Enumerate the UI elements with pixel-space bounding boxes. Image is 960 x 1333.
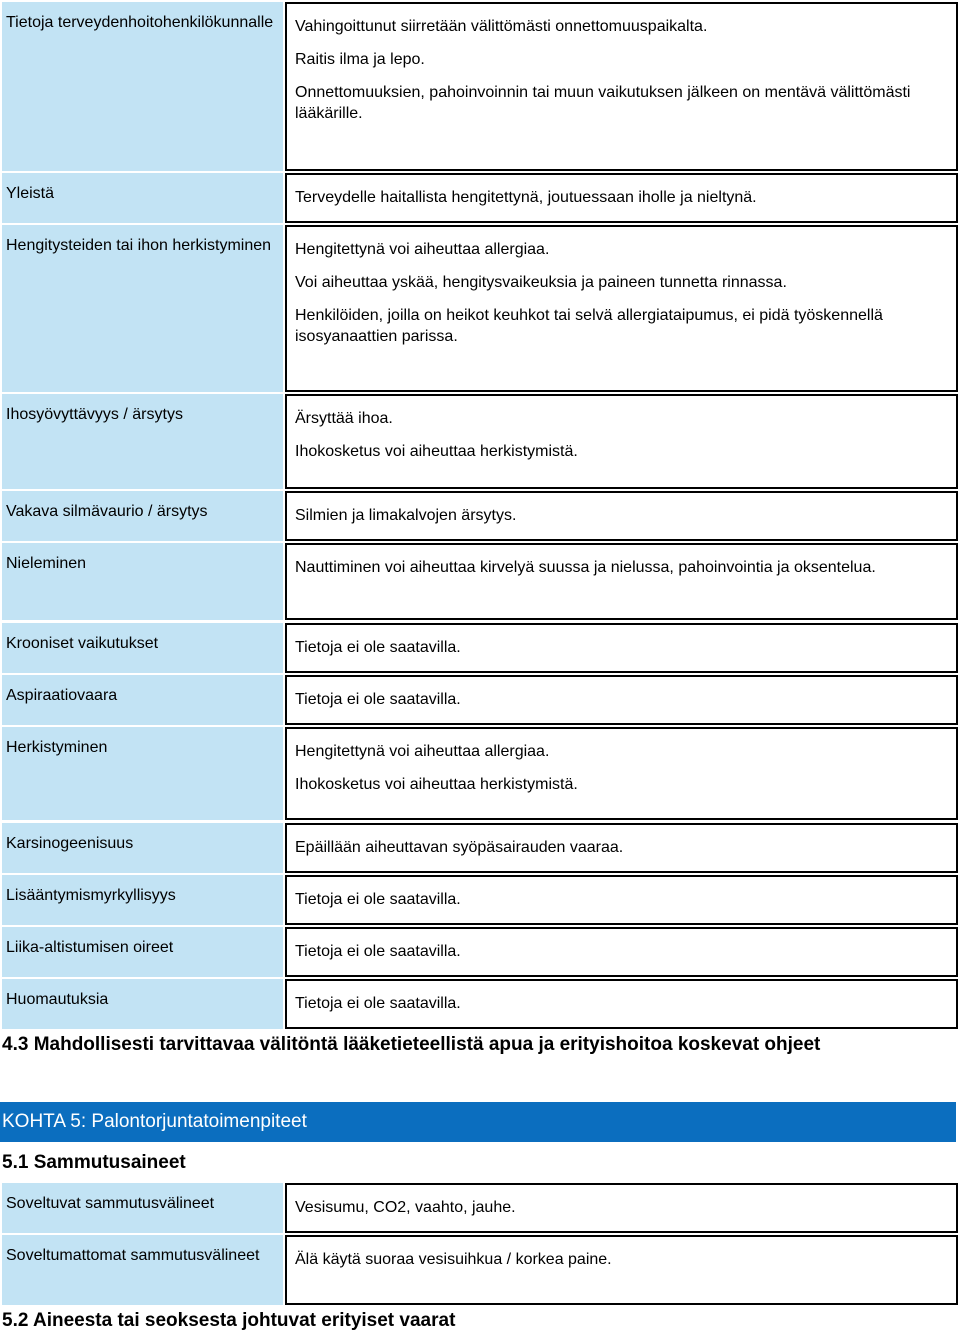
row-label: Huomautuksia bbox=[2, 979, 283, 1029]
row-value bbox=[285, 2, 958, 171]
row-value bbox=[285, 225, 958, 392]
value-line: Hengitettynä voi aiheuttaa allergiaa. bbox=[295, 241, 550, 258]
table-row bbox=[2, 927, 958, 977]
row-value bbox=[285, 543, 958, 620]
row-label: Herkistyminen bbox=[2, 727, 283, 820]
row-label: Soveltumattomat sammutusvälineet bbox=[2, 1235, 283, 1305]
value-line: Ärsyttää ihoa. bbox=[295, 410, 393, 427]
section-5-title: KOHTA 5: Palontorjuntatoimenpiteet bbox=[0, 1102, 956, 1142]
value-line: Tietoja ei ole saatavilla. bbox=[295, 691, 461, 708]
row-value bbox=[285, 979, 958, 1029]
table-row bbox=[2, 491, 958, 541]
table-row bbox=[2, 394, 958, 489]
table-row bbox=[2, 823, 958, 873]
row-label: Vakava silmävaurio / ärsytys bbox=[2, 491, 283, 541]
row-label: Yleistä bbox=[2, 173, 283, 223]
table-row bbox=[2, 225, 958, 392]
value-line: Silmien ja limakalvojen ärsytys. bbox=[295, 507, 517, 524]
heading-4-3: 4.3 Mahdollisesti tarvittavaa välitöntä lääketieteellistä apua ja erityishoitoa koskevat ohjeet bbox=[2, 1034, 821, 1055]
table-row bbox=[2, 2, 958, 171]
row-label: Hengitysteiden tai ihon herkistyminen bbox=[2, 225, 283, 392]
row-value bbox=[285, 675, 958, 725]
row-value bbox=[285, 491, 958, 541]
value-line: Onnettomuuksien, pahoinvoinnin tai muun vaikutuksen jälkeen on mentävä välittömästi lääkärille. bbox=[295, 84, 911, 122]
value-line: Älä käytä suoraa vesisuihkua / korkea paine. bbox=[295, 1251, 612, 1268]
table-row bbox=[2, 1235, 958, 1305]
row-value bbox=[285, 173, 958, 223]
value-line: Epäillään aiheuttavan syöpäsairauden vaaraa. bbox=[295, 839, 624, 856]
value-line: Tietoja ei ole saatavilla. bbox=[295, 891, 461, 908]
row-value bbox=[285, 875, 958, 925]
table-row bbox=[2, 675, 958, 725]
row-label: Liika-altistumisen oireet bbox=[2, 927, 283, 977]
value-line: Raitis ilma ja lepo. bbox=[295, 51, 425, 68]
table-row bbox=[2, 173, 958, 223]
row-label: Karsinogeenisuus bbox=[2, 823, 283, 873]
value-line: Ihokosketus voi aiheuttaa herkistymistä. bbox=[295, 776, 578, 793]
row-label: Aspiraatiovaara bbox=[2, 675, 283, 725]
row-label: Krooniset vaikutukset bbox=[2, 623, 283, 673]
value-line: Vahingoittunut siirretään välittömästi onnettomuuspaikalta. bbox=[295, 18, 708, 35]
row-value bbox=[285, 727, 958, 820]
heading-5-2: 5.2 Aineesta tai seoksesta johtuvat erityiset vaarat bbox=[2, 1310, 456, 1331]
value-line: Ihokosketus voi aiheuttaa herkistymistä. bbox=[295, 443, 578, 460]
value-line: Voi aiheuttaa yskää, hengitysvaikeuksia ja paineen tunnetta rinnassa. bbox=[295, 274, 787, 291]
row-value bbox=[285, 1235, 958, 1305]
row-value bbox=[285, 823, 958, 873]
value-line: Terveydelle haitallista hengitettynä, joutuessaan iholle ja nieltynä. bbox=[295, 189, 757, 206]
table-row bbox=[2, 543, 958, 620]
row-label: Nieleminen bbox=[2, 543, 283, 620]
row-value bbox=[285, 927, 958, 977]
table-row bbox=[2, 875, 958, 925]
row-label: Tietoja terveydenhoitohenkilökunnalle bbox=[2, 2, 283, 171]
table-row bbox=[2, 623, 958, 673]
row-value bbox=[285, 623, 958, 673]
value-line: Tietoja ei ole saatavilla. bbox=[295, 943, 461, 960]
table-row bbox=[2, 1183, 958, 1233]
heading-5-1: 5.1 Sammutusaineet bbox=[2, 1152, 186, 1173]
table-row bbox=[2, 979, 958, 1029]
row-value bbox=[285, 394, 958, 489]
row-label: Lisääntymismyrkyllisyys bbox=[2, 875, 283, 925]
value-line: Tietoja ei ole saatavilla. bbox=[295, 995, 461, 1012]
value-line: Vesisumu, CO2, vaahto, jauhe. bbox=[295, 1199, 516, 1216]
value-line: Tietoja ei ole saatavilla. bbox=[295, 639, 461, 656]
value-line: Hengitettynä voi aiheuttaa allergiaa. bbox=[295, 743, 550, 760]
row-value bbox=[285, 1183, 958, 1233]
table-row bbox=[2, 727, 958, 820]
value-line: Henkilöiden, joilla on heikot keuhkot tai selvä allergiataipumus, ei pidä työskennellä isosyanaattien parissa. bbox=[295, 307, 883, 345]
row-label: Soveltuvat sammutusvälineet bbox=[2, 1183, 283, 1233]
row-label: Ihosyövyttävyys / ärsytys bbox=[2, 394, 283, 489]
value-line: Nauttiminen voi aiheuttaa kirvelyä suussa ja nielussa, pahoinvointia ja oksentelua. bbox=[295, 559, 876, 576]
